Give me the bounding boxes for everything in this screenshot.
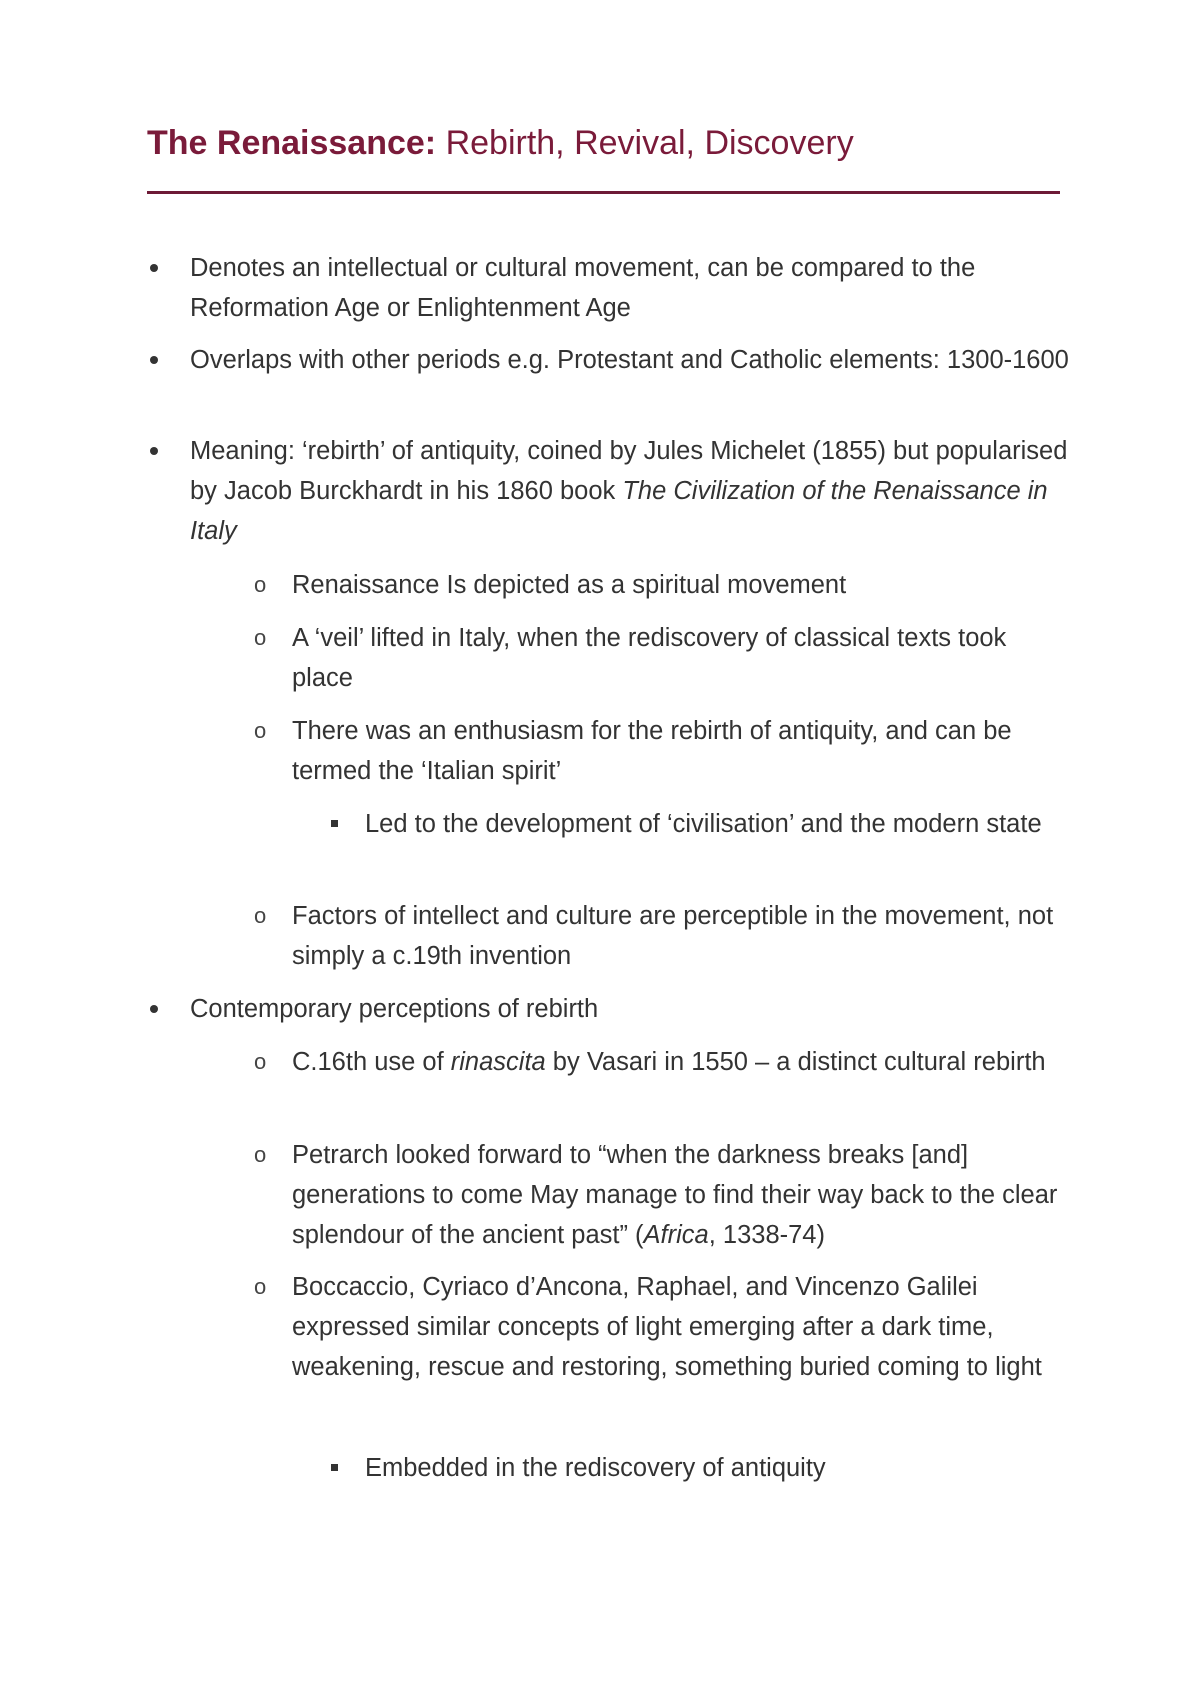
bullet-circle: o bbox=[254, 718, 267, 743]
bullet-square bbox=[331, 1464, 338, 1471]
bullet-disc bbox=[150, 356, 158, 364]
list-item: Overlaps with other periods e.g. Protestant and Catholic elements: 1300-1600 bbox=[190, 346, 1069, 374]
italic-term: rinascita bbox=[450, 1048, 546, 1076]
bullet-circle: o bbox=[254, 1049, 267, 1074]
list-item-text: , 1338-74) bbox=[708, 1221, 825, 1249]
list-item: Boccaccio, Cyriaco d’Ancona, Raphael, and Vincenzo Galilei expressed similar concepts of light emerging after a dark time, weakening, rescue and restoring, something buried coming to light bbox=[292, 1273, 1042, 1381]
list-item bbox=[292, 1135, 1072, 1255]
bullet-square bbox=[331, 820, 338, 827]
list-item: Factors of intellect and culture are perceptible in the movement, not simply a c.19th invention bbox=[292, 902, 1054, 970]
bullet-circle: o bbox=[254, 1274, 267, 1299]
list-item-text: Petrarch looked forward to “when the darkness breaks [and] generations to come May manage to find their way back to the clear splendour of the ancient past” ( bbox=[292, 1141, 1058, 1249]
list-item: Contemporary perceptions of rebirth bbox=[190, 995, 599, 1023]
list-item: There was an enthusiasm for the rebirth of antiquity, and can be termed the ‘Italian spirit’ bbox=[292, 717, 1012, 785]
bullet-circle: o bbox=[254, 903, 267, 928]
bullet-circle: o bbox=[254, 1142, 267, 1167]
bullet-disc bbox=[150, 264, 158, 272]
bullet-circle: o bbox=[254, 572, 267, 597]
list-item-text: Meaning: ‘rebirth’ of antiquity, coined by Jules Michelet (1855) but popularised by Jacob Burckhardt in his 1860 book bbox=[190, 437, 1068, 505]
list-item: A ‘veil’ lifted in Italy, when the rediscovery of classical texts took place bbox=[292, 624, 1007, 692]
list-item: Renaissance Is depicted as a spiritual movement bbox=[292, 571, 847, 599]
italic-work: Africa bbox=[643, 1221, 709, 1249]
list-item-text: by Vasari in 1550 – a distinct cultural rebirth bbox=[545, 1048, 1046, 1076]
list-item: Led to the development of ‘civilisation’ and the modern state bbox=[365, 810, 1042, 838]
list-item-text: C.16th use of bbox=[292, 1048, 451, 1076]
bullet-disc bbox=[150, 447, 158, 455]
list-item: Embedded in the rediscovery of antiquity bbox=[365, 1454, 826, 1482]
title-rest-part: Rebirth, Revival, Discovery bbox=[436, 124, 854, 162]
title-bold-part: The Renaissance: bbox=[147, 124, 437, 162]
page-title bbox=[147, 120, 1067, 166]
bullet-disc bbox=[150, 1005, 158, 1013]
title-underline bbox=[147, 191, 1060, 194]
bullet-circle: o bbox=[254, 625, 267, 650]
list-item: Denotes an intellectual or cultural movement, can be compared to the Reformation Age or Enlightenment Age bbox=[190, 254, 976, 322]
book-title: The Civilization of the Renaissance in Italy bbox=[190, 477, 1048, 545]
list-item bbox=[292, 1042, 1072, 1082]
list-item bbox=[190, 431, 1070, 551]
